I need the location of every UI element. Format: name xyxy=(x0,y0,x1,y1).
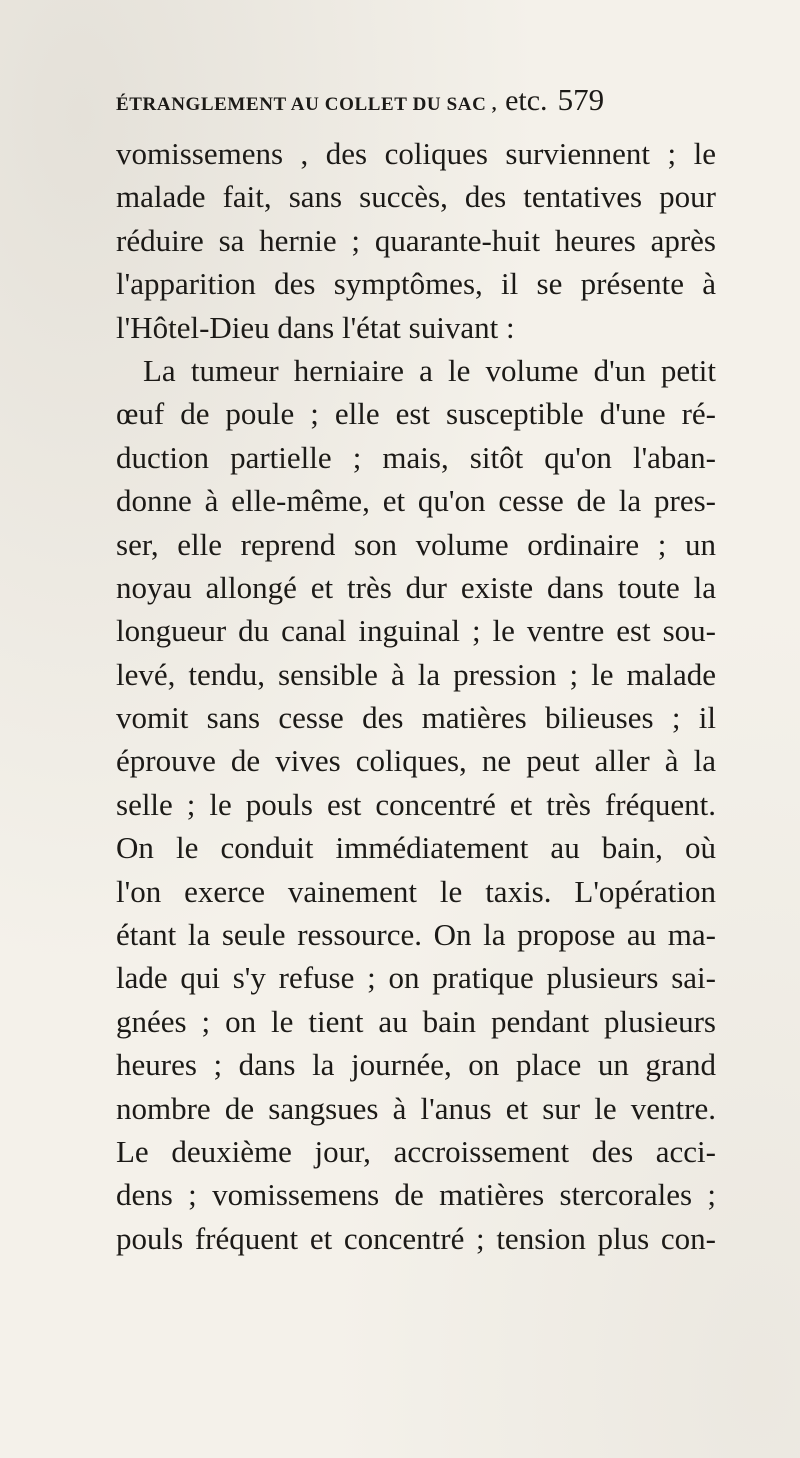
text-line: nombre de sangsues à l'anus et sur le ventre. xyxy=(116,1090,716,1126)
text-line: l'Hôtel-Dieu dans l'état suivant : xyxy=(116,309,515,345)
paragraph-start-line: La tumeur herniaire a le volume d'un petit xyxy=(143,352,716,388)
text-line: On le conduit immédiatement au bain, où xyxy=(116,830,716,866)
text-line: malade fait, sans succès, des tentatives pour xyxy=(116,179,716,215)
running-title-etc: etc. xyxy=(505,84,548,117)
text-line: étant la seule ressource. On la propose au ma- xyxy=(116,917,716,953)
text-line: noyau allongé et très dur existe dans toute la xyxy=(116,569,716,605)
text-line: donne à elle-même, et qu'on cesse de la pres- xyxy=(116,483,716,519)
page-header xyxy=(116,82,716,122)
text-line: gnées ; on le tient au bain pendant plusieurs xyxy=(116,1003,716,1039)
running-title: ÉTRANGLEMENT AU COLLET DU SAC , xyxy=(116,94,498,115)
text-line: levé, tendu, sensible à la pression ; le malade xyxy=(116,656,716,692)
text-line: vomissemens , des coliques surviennent ; le xyxy=(116,136,716,171)
body-text xyxy=(116,132,716,1260)
text-line: éprouve de vives coliques, ne peut aller à la xyxy=(116,743,716,779)
text-line: longueur du canal inguinal ; le ventre est sou- xyxy=(116,613,716,649)
text-line: l'apparition des symptômes, il se présente à xyxy=(116,266,716,302)
text-line: selle ; le pouls est concentré et très fréquent. xyxy=(116,786,716,822)
text-line: l'on exerce vainement le taxis. L'opération xyxy=(116,873,716,909)
text-line: Le deuxième jour, accroissement des acci- xyxy=(116,1133,716,1169)
text-line: vomit sans cesse des matières bilieuses ; il xyxy=(116,700,716,736)
text-line: duction partielle ; mais, sitôt qu'on l'aban- xyxy=(116,439,716,475)
text-line: ser, elle reprend son volume ordinaire ; un xyxy=(116,526,716,562)
text-line: œuf de poule ; elle est susceptible d'une ré- xyxy=(116,396,716,432)
page-number: 579 xyxy=(557,82,605,117)
text-line: réduire sa hernie ; quarante-huit heures après xyxy=(116,222,716,258)
text-line: dens ; vomissemens de matières stercorales ; xyxy=(116,1177,716,1213)
text-line: pouls fréquent et concentré ; tension plus con- xyxy=(116,1220,716,1256)
text-line: lade qui s'y refuse ; on pratique plusieurs sai- xyxy=(116,960,716,996)
text-line: heures ; dans la journée, on place un grand xyxy=(116,1047,716,1083)
